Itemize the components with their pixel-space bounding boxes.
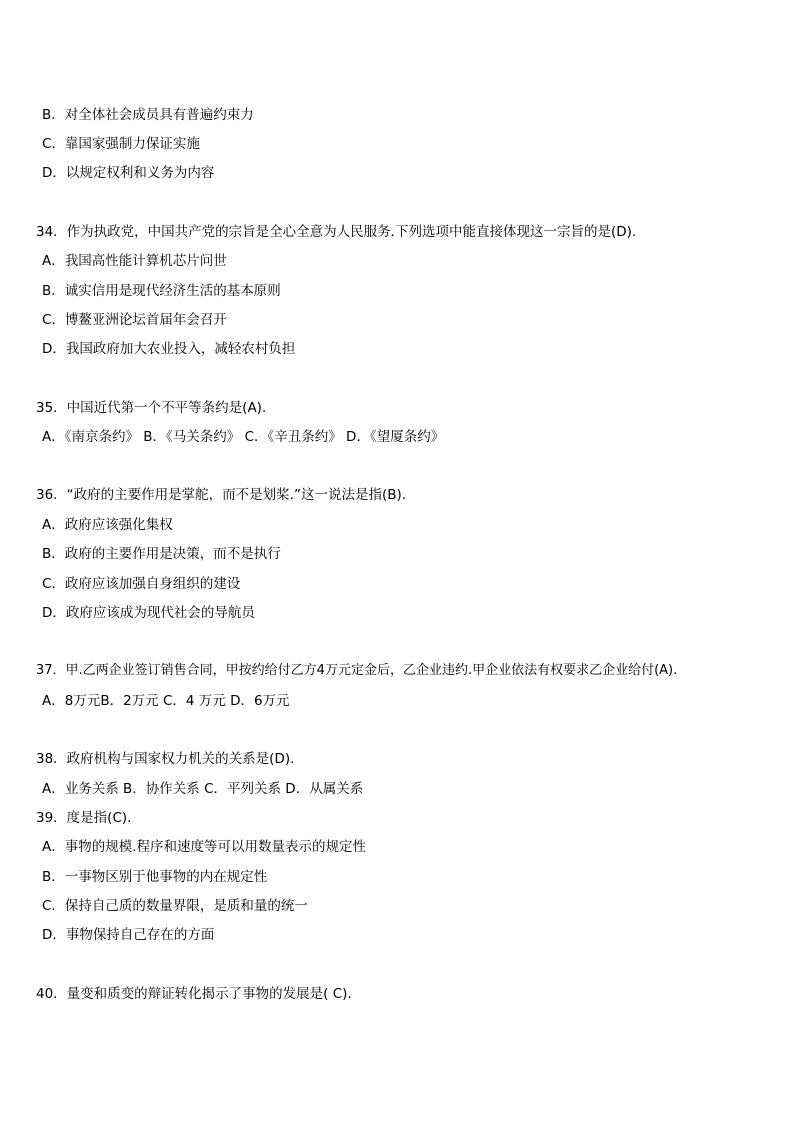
option-34-d: D．我国政府加大农业投入，减轻农村负担 <box>42 341 296 357</box>
option-34-a: A．我国高性能计算机芯片问世 <box>42 253 227 269</box>
option-39-d: D．事物保持自己存在的方面 <box>42 927 215 943</box>
option-39-c: C．保持自己质的数量界限，是质和量的统一 <box>42 898 308 914</box>
option-36-d: D．政府应该成为现代社会的导航员 <box>42 605 255 621</box>
option-36-b: B．政府的主要作用是决策，而不是执行 <box>42 546 281 562</box>
question-35: 35．中国近代第一个不平等条约是(A). <box>36 400 267 416</box>
question-34: 34．作为执政党，中国共产党的宗旨是全心全意为人民服务.下列选项中能直接体现这一宗旨的是(D). <box>36 224 637 240</box>
option-36-a: A．政府应该强化集权 <box>42 517 173 533</box>
question-37: 37．甲.乙两企业签订销售合同，甲按约给付乙方4万元定金后，乙企业违约.甲企业依法有权要求乙企业给付(A). <box>36 663 678 678</box>
option-33-d: D．以规定权利和义务为内容 <box>42 165 215 181</box>
option-39-b: B．一事物区别于他事物的内在规定性 <box>42 869 268 885</box>
options-35: A．《南京条约》 B．《马关条约》 C．《辛丑条约》 D．《望厦条约》 <box>42 429 445 445</box>
option-39-a: A．事物的规模.程序和速度等可以用数量表示的规定性 <box>42 839 367 855</box>
question-38: 38．政府机构与国家权力机关的关系是(D). <box>36 751 295 767</box>
option-34-b: B．诚实信用是现代经济生活的基本原则 <box>42 283 281 299</box>
question-40: 40．量变和质变的辩证转化揭示了事物的发展是( C). <box>36 986 352 1002</box>
option-33-c: C．靠国家强制力保证实施 <box>42 136 200 152</box>
options-37: A．8万元B．2万元 C．4 万元 D．6万元 <box>42 693 290 709</box>
options-38: A．业务关系 B．协作关系 C．平列关系 D．从属关系 <box>42 781 364 797</box>
option-36-c: C．政府应该加强自身组织的建设 <box>42 576 241 592</box>
question-36: 36．“政府的主要作用是掌舵，而不是划桨.”这一说法是指(B). <box>36 487 407 503</box>
option-34-c: C．博鳌亚洲论坛首届年会召开 <box>42 312 227 328</box>
question-39: 39．度是指(C). <box>36 810 132 826</box>
option-33-b: B．对全体社会成员具有普遍约束力 <box>42 107 254 123</box>
